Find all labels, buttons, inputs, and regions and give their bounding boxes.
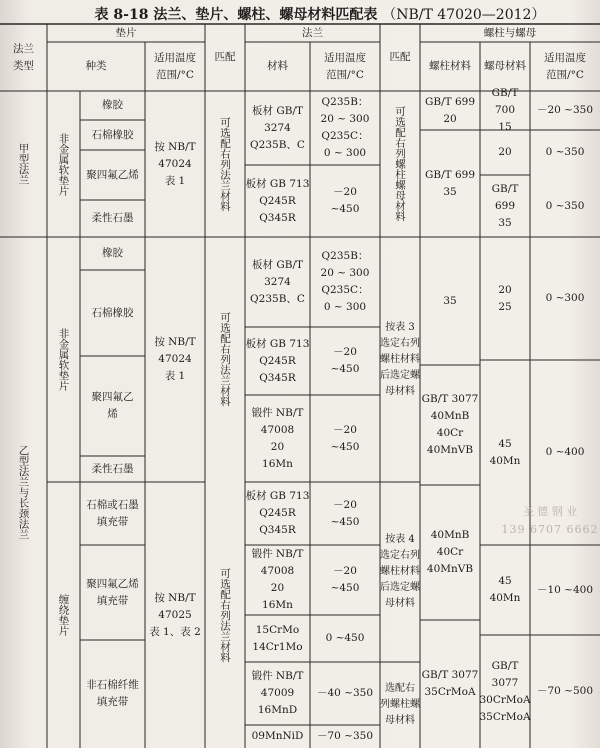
bolt-material-b2: GB/T 3077 40MnB 40Cr 40MnVB xyxy=(421,393,479,456)
gasket-kind-rubber-a: 橡胶 xyxy=(102,99,123,111)
match-flange-b: 可选配右列法兰材料 xyxy=(219,312,231,407)
flange-material-forging-47008-b: 锻件 NB/T 47008 20 16Mn xyxy=(251,406,304,470)
flange-type-a: 甲型法兰 xyxy=(17,143,30,185)
header-match: 匹配 xyxy=(214,51,236,63)
gasket-kind-graphite-a: 柔性石墨 xyxy=(91,212,134,224)
gasket-kind-asbestos-rubber-a: 石棉橡胶 xyxy=(91,128,134,141)
flange-temp-mnnid: －70 ~350 xyxy=(316,730,374,742)
gasket-kind-asbestos-graphite-tape: 石棉或石墨 填充带 xyxy=(86,498,139,528)
nut-material-c2: GB/T 3077 30CrMoA 35CrMoA xyxy=(479,659,531,723)
bolt-material-a1: GB/T 699 20 xyxy=(424,95,476,125)
bolt-material-b1: 35 xyxy=(443,294,457,307)
flange-type-b: 乙型法兰与长颈法兰 xyxy=(17,445,30,540)
nut-material-a1: GB/T 700 15 xyxy=(491,87,519,133)
flange-material-crmo: 15CrMo 14Cr1Mo xyxy=(252,623,303,653)
gasket-kind-non-asbestos-tape: 非石棉纤维 填充带 xyxy=(86,679,139,708)
header-gasket: 垫片 xyxy=(115,26,137,39)
flange-material-mnnid: 09MnNiD xyxy=(251,730,304,742)
bolt-temp-c1: －10 ~400 xyxy=(536,583,594,596)
match-bolt-c: 按表 4 选定右列 螺柱材料 后选定螺 母材料 xyxy=(380,534,420,609)
watermark-phone: 139 6707 6662 xyxy=(501,523,599,536)
table-title: 法兰、垫片、螺柱、螺母材料匹配表 xyxy=(153,7,378,23)
flange-material-forging-47009: 锻件 NB/T 47009 16MnD xyxy=(251,670,304,716)
gasket-kind-ptfe-b: 聚四氟乙 烯 xyxy=(91,391,134,420)
bolt-material-c2: GB/T 3077 35CrMoA xyxy=(421,669,479,698)
bolt-temp-b2: 0 ~400 xyxy=(545,446,585,458)
nut-material-c1: 45 40Mn xyxy=(489,575,521,604)
gasket-kind-ptfe-tape: 聚四氟乙烯 填充带 xyxy=(86,577,139,607)
bolt-temp-a2: 0 ~350 xyxy=(545,146,585,158)
gasket-kind-rubber-b: 橡胶 xyxy=(102,247,123,259)
flange-temp-plate-713-a: －20 ~450 xyxy=(330,186,360,215)
header-bolt-temp: 适用温度 范围/°C xyxy=(544,51,586,81)
gasket-temp-b: 按 NB/T 47024 表 1 xyxy=(154,336,196,382)
header-flange: 法兰 xyxy=(302,26,323,39)
match-bolt-d: 选配右 列螺柱螺 母材料 xyxy=(380,683,420,726)
flange-temp-plate-3274-b: Q235B： 20 ~ 300 Q235C： 0 ~ 300 xyxy=(320,250,370,313)
match-bolt-a: 可选配右列螺柱螺母材料 xyxy=(394,106,406,222)
gasket-kind-ptfe-a: 聚四氟乙烯 xyxy=(86,168,139,181)
gasket-temp-a: 按 NB/T 47024 表 1 xyxy=(154,140,196,187)
flange-temp-forging-47008-c: －20 ~450 xyxy=(330,565,360,594)
table-standard: （NB/T 47020—2012） xyxy=(382,7,546,23)
header-bolt-material: 螺柱材料 xyxy=(429,60,471,72)
watermark xyxy=(500,503,600,539)
flange-temp-plate-713-b: －20 ~450 xyxy=(330,346,360,375)
watermark-company: 圣 德 钢 业 xyxy=(522,505,578,518)
nut-material-a2: 20 xyxy=(498,146,512,158)
flange-material-plate-713-c: 板材 GB 713 Q245R Q345R xyxy=(245,490,310,536)
flange-material-plate-713-b: 板材 GB 713 Q245R Q345R xyxy=(245,337,310,384)
gasket-kind-asbestos-rubber-b: 石棉橡胶 xyxy=(91,306,134,319)
header-match2: 匹配 xyxy=(389,51,411,63)
gasket-category-soft-b: 非金属软垫片 xyxy=(57,328,70,391)
match-flange-a: 可选配右列法兰材料 xyxy=(219,116,231,212)
flange-temp-plate-713-c: －20 ~450 xyxy=(330,498,360,528)
header-nut-material: 螺母材料 xyxy=(484,60,526,72)
header-gasket-temp: 适用温度 范围/°C xyxy=(154,51,196,81)
match-flange-wound: 可选配右列法兰材料 xyxy=(219,567,231,663)
bolt-material-a2: GB/T 699 35 xyxy=(424,168,476,198)
bolt-temp-b1: 0 ~300 xyxy=(545,292,585,304)
nut-material-b1: 20 25 xyxy=(498,283,512,313)
nut-material-b2: 45 40Mn xyxy=(489,437,521,467)
flange-material-forging-47008-c: 锻件 NB/T 47008 20 16Mn xyxy=(251,548,304,611)
bolt-temp-c2: －70 ~500 xyxy=(536,685,594,697)
match-bolt-b: 按表 3 选定右列 螺柱材料 后选定螺 母材料 xyxy=(380,321,420,397)
gasket-temp-wound: 按 NB/T 47025 表 1、表 2 xyxy=(149,591,201,638)
table-number: 表 8-18 xyxy=(94,7,149,23)
flange-temp-forging-47008-b: －20 ~450 xyxy=(330,423,360,453)
flange-material-plate-3274-b: 板材 GB/T 3274 Q235B、C xyxy=(250,258,305,305)
header-flange-type: 法兰 类型 xyxy=(13,42,34,72)
gasket-kind-graphite-b: 柔性石墨 xyxy=(91,462,134,475)
gasket-category-wound: 缠绕垫片 xyxy=(57,594,70,636)
header-gasket-kind: 种类 xyxy=(85,60,107,72)
flange-material-plate-713-a: 板材 GB 713 Q245R Q345R xyxy=(245,177,310,224)
nut-material-a3: GB/T 699 35 xyxy=(491,182,519,229)
header-bolt-nut: 螺柱与螺母 xyxy=(483,26,537,39)
bolt-material-c1: 40MnB 40Cr 40MnVB xyxy=(426,529,474,575)
flange-temp-forging-47009: －40 ~350 xyxy=(316,687,374,699)
flange-temp-crmo: 0 ~450 xyxy=(325,632,365,644)
header-flange-temp: 适用温度 范围/°C xyxy=(324,51,366,81)
flange-temp-plate-3274-a: Q235B： 20 ~ 300 Q235C： 0 ~ 300 xyxy=(320,96,370,159)
bolt-temp-a3: 0 ~350 xyxy=(545,199,585,212)
bolt-temp-a1: －20 ~350 xyxy=(536,104,594,116)
header-flange-material: 材料 xyxy=(267,60,288,72)
flange-material-plate-3274-a: 板材 GB/T 3274 Q235B、C xyxy=(250,104,305,151)
gasket-category-soft-a: 非金属软垫片 xyxy=(57,132,70,196)
